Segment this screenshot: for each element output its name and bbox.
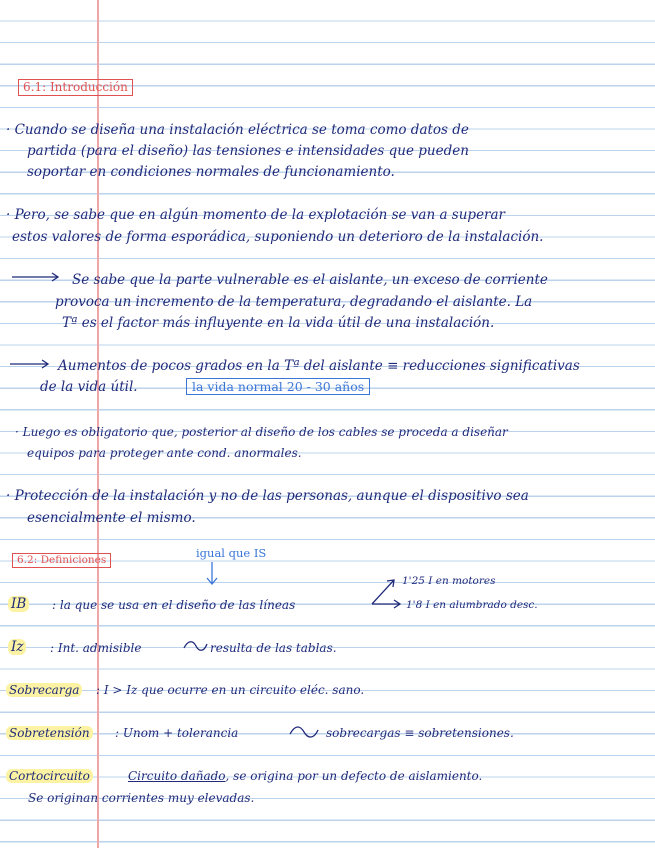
text-line: Se originan corrientes muy elevadas. <box>28 791 255 805</box>
cortocircuito-label: Cortocircuito <box>6 769 93 783</box>
sobretension-label: Sobretensión <box>6 726 93 740</box>
squiggle-arrow-icon <box>184 642 207 651</box>
sobrecarga-label: Sobrecarga <box>6 683 82 697</box>
text-line: estos valores de forma esporádica, suponiendo un deterioro de la instalación. <box>12 229 544 245</box>
blue-note: igual que IS <box>196 546 267 560</box>
squiggle-arrow-icon <box>290 727 318 737</box>
ib-branch-motors: 1'25 I en motores <box>402 575 496 587</box>
text-line: Tª es el factor más influyente en la vida útil de una instalación. <box>62 315 495 331</box>
text-line: Aumentos de pocos grados en la Tª del aislante ≡ reducciones significativas <box>58 358 580 374</box>
text-line: · Protección de la instalación y no de las personas, aunque el dispositivo sea <box>6 488 529 504</box>
text-line: Se sabe que la parte vulnerable es el aislante, un exceso de corriente <box>72 272 548 288</box>
text-line: partida (para el diseño) las tensiones e intensidades que pueden <box>27 143 469 159</box>
section-heading-intro: 6.1: Introducción <box>18 79 133 96</box>
text-line: de la vida útil. <box>40 379 138 395</box>
text-line: esencialmente el mismo. <box>27 510 196 526</box>
cortocircuito-rest: , se origina por un defecto de aislamiento. <box>225 769 483 783</box>
text-line: equipos para proteger ante cond. anormales. <box>27 446 302 460</box>
lifetime-box: la vida normal 20 - 30 años <box>186 378 370 395</box>
definition-text: : Int. admisible <box>50 641 142 655</box>
ib-symbol: IB <box>8 596 29 612</box>
definition-result: resulta de las tablas. <box>210 641 337 655</box>
section-heading-definitions: 6.2: Definiciones <box>12 553 111 568</box>
definition-result: sobrecargas ≡ sobretensiones. <box>326 726 514 740</box>
text-line: · Luego es obligatorio que, posterior al diseño de los cables se proceda a diseñar <box>15 425 508 439</box>
text-line: · Cuando se diseña una instalación eléctrica se toma como datos de <box>6 122 469 138</box>
text-line: soportar en condiciones normales de funcionamiento. <box>27 164 395 180</box>
definition-text: : la que se usa en el diseño de las líneas <box>52 598 296 612</box>
definition-text: : I > Iz que ocurre en un circuito eléc. sano. <box>96 683 365 697</box>
text-line: · Pero, se sabe que en algún momento de la explotación se van a superar <box>6 207 506 223</box>
text-line: provoca un incremento de la temperatura, degradando el aislante. La <box>55 294 533 310</box>
cortocircuito-underlined: Circuito dañado <box>128 769 226 783</box>
ib-branch-lighting: 1'8 I en alumbrado desc. <box>406 599 538 611</box>
branch-arrow-icon <box>372 580 394 604</box>
definition-text: : Unom + tolerancia <box>115 726 239 740</box>
iz-symbol: Iz <box>8 639 26 655</box>
